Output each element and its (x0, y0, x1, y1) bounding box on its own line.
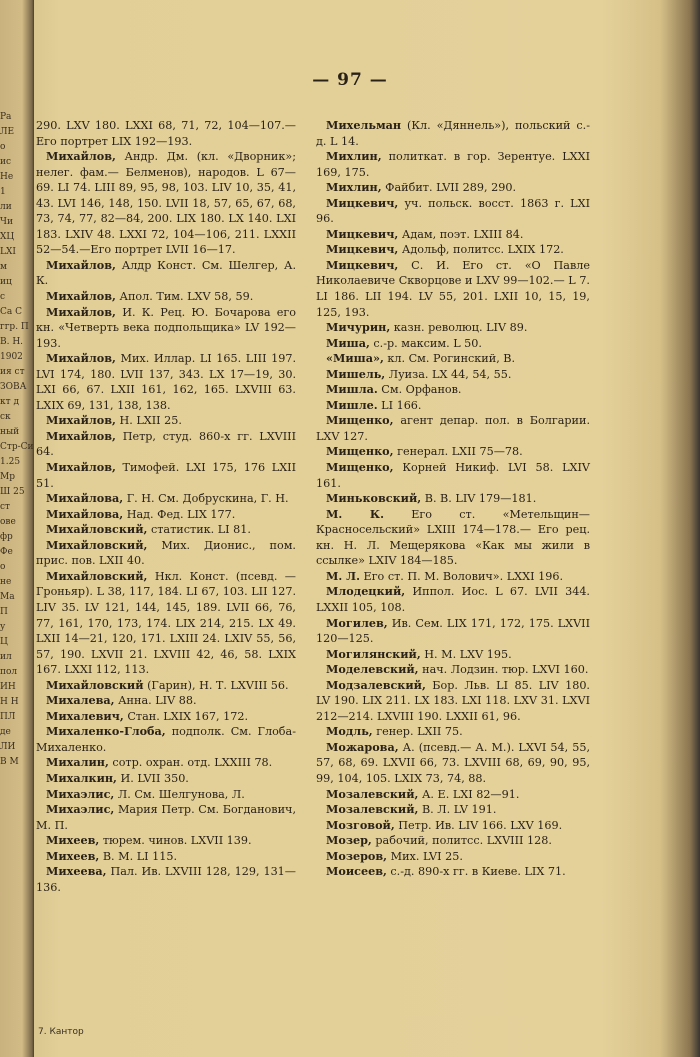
entry-references: Апол. Тим. LXV 58, 59. (115, 290, 254, 304)
adjacent-page-fragment: м (0, 262, 8, 272)
entry-references: нач. Лодзин. тюр. LXVI 160. (418, 663, 589, 677)
index-entry (36, 724, 296, 755)
entry-headword: Михеева, (46, 864, 107, 879)
entry-references: Адольф, политсс. LXIX 172. (398, 243, 564, 257)
entry-headword: Михалин, (46, 755, 109, 770)
entry-headword: Мишле. (326, 397, 378, 412)
adjacent-page-fragment: ия ст (0, 367, 25, 377)
entry-headword: Михайлов, (46, 304, 116, 319)
index-entry (316, 647, 590, 663)
entry-headword: Михайлова, (46, 491, 124, 506)
adjacent-page-fragment: у (0, 622, 6, 632)
entry-headword: Моисеев, (326, 864, 387, 879)
entry-references: Ив. Сем. LIX 171, 172, 175. LXVII 120—125. (316, 616, 590, 646)
entry-references: (Кл. «Дяннель»), польский с.-д. L 14. (316, 119, 590, 148)
entry-headword: Мишла. (326, 382, 378, 397)
entry-references: А. Е. LXI 82—91. (418, 787, 520, 801)
index-entry (36, 460, 296, 491)
entry-headword: М. Л. (326, 568, 360, 583)
index-entry (316, 320, 590, 336)
entry-headword: Миша, (326, 335, 370, 350)
adjacent-page-fragment: ЗОВА (0, 382, 27, 392)
index-entry (36, 258, 296, 289)
index-entry (316, 569, 590, 585)
entry-headword: Михалева, (46, 693, 115, 708)
adjacent-page-fragment: ХЦ (0, 232, 15, 242)
index-entry (316, 818, 590, 834)
entry-references: LI 166. (377, 398, 422, 412)
adjacent-page-fragment: Не (0, 172, 14, 182)
adjacent-page-fragment: 1.25 (0, 457, 21, 467)
entry-headword: Михайлов, (46, 351, 116, 366)
index-entry (316, 149, 590, 180)
entry-headword: Мозалевский, (326, 802, 419, 817)
entry-references: агент депар. пол. в Болгарии. LXV 127. (316, 414, 590, 443)
entry-headword: Модль, (326, 724, 373, 739)
entry-headword: Михлин, (326, 180, 382, 195)
entry-references: В. В. LIV 179—181. (421, 492, 537, 506)
entry-references: А. (псевд.— А. М.). LXVI 54, 55, 57, 68, 69. LXVII 66, 73. LXVIII 68, 69, 90, 95, 99, 104, 105. LXIX 73, 74, 88. (316, 740, 590, 785)
adjacent-page-fragment: иц (0, 277, 12, 287)
entry-headword: Михайловский, (46, 522, 148, 537)
entry-headword: Михайлов, (46, 413, 116, 428)
entry-references: генер. LXII 75. (372, 725, 463, 739)
entry-references: Тимофей. LXI 175, 176 LXII 51. (36, 461, 296, 490)
entry-references: тюрем. чинов. LXVII 139. (99, 834, 252, 848)
adjacent-page-fragment: ИН (0, 682, 16, 692)
entry-references: Анна. LIV 88. (114, 694, 197, 708)
entry-references: Петр. Ив. LIV 166. LXV 169. (394, 818, 563, 832)
index-entry (36, 569, 296, 678)
index-entry (316, 258, 590, 320)
entry-references: (Гарин), Н. Т. LXVIII 56. (143, 678, 289, 692)
entry-headword: Михлин, (326, 149, 382, 164)
index-entry (36, 864, 296, 895)
entry-headword: Могилев, (326, 615, 388, 630)
index-entry (36, 118, 296, 149)
index-column-right (316, 118, 590, 880)
entry-references: Стан. LXIX 167, 172. (123, 709, 249, 723)
entry-headword: Мичурин, (326, 320, 391, 335)
adjacent-page-fragment: Н Н (0, 697, 19, 707)
adjacent-page-fragment: фр (0, 532, 13, 542)
adjacent-page-fragment: ггр. П (0, 322, 29, 332)
adjacent-page-fragment: 1 (0, 187, 6, 197)
index-entry (36, 755, 296, 771)
adjacent-page-fragment: не (0, 577, 12, 587)
entry-headword: Мицкевич, (326, 242, 399, 257)
index-entry (316, 507, 590, 569)
index-entry (316, 180, 590, 196)
index-entry (316, 849, 590, 865)
entry-headword: Млодецкий, (326, 584, 406, 599)
entry-headword: Мозалевский, (326, 786, 419, 801)
index-entry (36, 491, 296, 507)
entry-references: кл. См. Рогинский, В. (383, 352, 516, 366)
entry-references: Файбит. LVII 289, 290. (381, 181, 517, 195)
index-entry (36, 693, 296, 709)
entry-references: И. К. Рец. Ю. Бочарова его кн. «Четверть века подпольщика» LV 192—193. (36, 305, 296, 350)
index-entry (316, 584, 590, 615)
index-entry (316, 336, 590, 352)
entry-headword: Михалкин, (46, 770, 117, 785)
adjacent-page-fragment: ск (0, 412, 11, 422)
entry-headword: Михайлов, (46, 289, 116, 304)
entry-references: политкат. в гор. Зерентуе. LXXI 169, 175. (316, 150, 590, 179)
entry-headword: Мицкевич, (326, 257, 399, 272)
entry-references: Пал. Ив. LXVIII 128, 129, 131—136. (36, 865, 296, 894)
index-entry (36, 351, 296, 413)
index-entry (316, 382, 590, 398)
index-entry (316, 802, 590, 818)
adjacent-page-fragment: LXI (0, 247, 16, 257)
entry-references: уч. польск. восст. 1863 г. LXI 96. (316, 196, 590, 226)
adjacent-page-fragment: В. Н. (0, 337, 24, 347)
index-entry (36, 522, 296, 538)
adjacent-page-fragment: П (0, 607, 8, 617)
adjacent-page-fragment: ст (0, 502, 11, 512)
entry-headword: Михайлов, (46, 428, 116, 443)
entry-references: подполк. См. Глоба-Михаленко. (36, 725, 296, 754)
entry-headword: Миньковский, (326, 491, 422, 506)
entry-headword: Мицкевич, (326, 195, 399, 210)
index-entry (36, 849, 296, 865)
entry-references: сотр. охран. отд. LXXIII 78. (108, 756, 273, 770)
entry-headword: Михайловский (46, 677, 144, 692)
entry-references: рабочий, политсс. LXVIII 128. (371, 834, 552, 848)
adjacent-page-fragment: Чи (0, 217, 13, 227)
adjacent-page-fragment: ЛЕ (0, 127, 15, 137)
entry-references: Н. М. LXV 195. (420, 647, 512, 661)
entry-headword: Мозер, (326, 833, 372, 848)
index-entry (316, 413, 590, 444)
entry-headword: Модзалевский, (326, 677, 426, 692)
adjacent-page-text (0, 110, 34, 770)
entry-references: Бор. Льв. LI 85. LIV 180. LV 190. LIX 211. LX 183. LXI 118. LXV 31. LXVI 212—214. LXVIII 190. LXXII 61, 96. (316, 678, 590, 723)
index-entry (36, 771, 296, 787)
adjacent-page-fragment: пол (0, 667, 18, 677)
index-entry (316, 740, 590, 787)
index-entry (316, 227, 590, 243)
adjacent-page-fragment: Ра (0, 112, 12, 122)
index-entry (36, 538, 296, 569)
entry-references: В. М. LI 115. (99, 849, 178, 863)
entry-references: Алдр Конст. См. Шелгер, А. К. (36, 258, 296, 288)
page-number: — 97 — (312, 70, 388, 90)
index-entry (36, 802, 296, 833)
entry-headword: Михеев, (46, 833, 100, 848)
adjacent-page-fragment: ли (0, 202, 12, 212)
index-entry (316, 616, 590, 647)
entry-references: В. Л. LV 191. (418, 803, 497, 817)
index-entry (36, 709, 296, 725)
adjacent-page-fragment: ЛИ (0, 742, 16, 752)
index-entry (316, 833, 590, 849)
entry-headword: Мицкевич, (326, 226, 399, 241)
adjacent-page-edge (0, 0, 34, 1057)
adjacent-page-fragment: Ш 25 (0, 487, 25, 497)
entry-headword: Мозеров, (326, 848, 388, 863)
entry-references: статистик. LI 81. (147, 523, 251, 537)
entry-references: Н. LXII 25. (115, 414, 182, 428)
entry-references: казн. революц. LIV 89. (390, 321, 528, 335)
adjacent-page-fragment: Ц (0, 637, 8, 647)
entry-references: Иппол. Иос. L 67. LVII 344. LXXII 105, 108. (316, 585, 590, 614)
index-entry (316, 242, 590, 258)
index-entry (36, 149, 296, 258)
index-entry (316, 351, 590, 367)
entry-references: Луиза. LX 44, 54, 55. (385, 367, 512, 381)
entry-headword: Мишель, (326, 366, 386, 381)
index-entry (316, 491, 590, 507)
entry-headword: М. К. (326, 506, 384, 521)
adjacent-page-fragment: ове (0, 517, 16, 527)
index-entry (316, 367, 590, 383)
entry-headword: Михайлов, (46, 149, 116, 164)
adjacent-page-fragment: Ма (0, 592, 15, 602)
entry-references: с.-р. максим. L 50. (369, 336, 482, 350)
entry-headword: Могилянский, (326, 646, 421, 661)
entry-headword: Михеев, (46, 848, 100, 863)
entry-headword: Михалевич, (46, 708, 124, 723)
page-footer-signature: 7. Кантор (38, 1027, 84, 1037)
index-entry (36, 833, 296, 849)
entry-references: Мих. Иллар. LI 165. LIII 197. LVI 174, 180. LVII 137, 343. LX 17—19, 30. LXI 66, 67. LXII 161, 162, 165. LXVIII 63. LXIX 69, 131, 138, 138. (36, 352, 296, 412)
entry-references: Корней Никиф. LVI 58. LXIV 161. (316, 461, 590, 490)
index-entry (36, 305, 296, 352)
adjacent-page-fragment: ПЛ (0, 712, 16, 722)
adjacent-page-fragment: В М (0, 757, 19, 767)
index-entry (36, 413, 296, 429)
index-entry (316, 196, 590, 227)
adjacent-page-fragment: ил (0, 652, 12, 662)
entry-references: С. И. Его ст. «О Павле Николаевиче Скворцове и LXV 99—102.— L 7. LI 186. LII 194. LV 55, 201. LXII 10, 15, 19, 125, 193. (316, 258, 590, 319)
entry-headword: Михаленко-Глоба, (46, 724, 166, 739)
entry-headword: Мищенко, (326, 444, 394, 459)
entry-headword: Михайлов, (46, 257, 116, 272)
index-column-left (36, 118, 296, 895)
index-entry (316, 787, 590, 803)
entry-headword: Михайловский, (46, 537, 148, 552)
entry-headword: Михайловский, (46, 568, 148, 583)
entry-references: 290. LXV 180. LXXI 68, 71, 72, 104—107.—Его портрет LIX 192—193. (36, 119, 296, 148)
index-entry (316, 662, 590, 678)
entry-headword: Михаэлис, (46, 802, 115, 817)
adjacent-page-fragment: ный (0, 427, 20, 437)
index-entry (36, 429, 296, 460)
entry-references: Л. См. Шелгунова, Л. (114, 787, 245, 801)
entry-headword: «Миша», (326, 351, 384, 366)
entry-references: См. Орфанов. (377, 383, 462, 397)
entry-references: Г. Н. См. Добрускина, Г. Н. (123, 492, 289, 506)
entry-headword: Мозговой, (326, 817, 395, 832)
adjacent-page-fragment: Стр-Си (0, 442, 34, 452)
entry-headword: Михайлов, (46, 460, 116, 475)
index-entry (36, 507, 296, 523)
index-entry (36, 289, 296, 305)
entry-references: Адам, поэт. LXIII 84. (398, 227, 524, 241)
index-entry (36, 787, 296, 803)
adjacent-page-fragment: о (0, 142, 6, 152)
adjacent-page-fragment: кт д (0, 397, 20, 407)
entry-headword: Мищенко, (326, 413, 394, 428)
index-entry (316, 444, 590, 460)
entry-references: генерал. LXII 75—78. (393, 445, 523, 459)
entry-references: Над. Фед. LIX 177. (123, 507, 236, 521)
entry-references: Петр, студ. 860-х гг. LXVIII 64. (36, 429, 296, 459)
entry-references: И. LVII 350. (116, 771, 189, 785)
index-entry (316, 678, 590, 725)
entry-headword: Михельман (326, 118, 402, 132)
index-entry (316, 864, 590, 880)
entry-headword: Мищенко, (326, 460, 394, 475)
entry-references: Мих. Дионис., пом. прис. пов. LXII 40. (36, 538, 296, 568)
index-entry (316, 118, 590, 149)
entry-references: с.-д. 890-х гг. в Киеве. LIX 71. (386, 865, 566, 879)
entry-references: Его ст. П. М. Волович». LXXI 196. (359, 569, 563, 583)
index-entry (316, 724, 590, 740)
adjacent-page-fragment: ис (0, 157, 12, 167)
index-entry (316, 460, 590, 491)
entry-references: Мих. LVI 25. (387, 849, 463, 863)
entry-references: Нкл. Конст. (псевд. — Гроньяр). L 38, 117, 184. LI 67, 103. LII 127. LIV 35. LV 121, 144, 145, 189. LVII 66, 76, 77, 161, 170, 173, 174. LIX 214, 215. LX 49. LXII 14—21, 120, 171. LXIII 24. LXIV 55, 56, 57, 190. LXVII 21. LXVIII 42, 46, 58. LXIX 167. LXXI 112, 113. (36, 569, 296, 677)
adjacent-page-fragment: Мр (0, 472, 15, 482)
index-entry (316, 398, 590, 414)
index-entry (36, 678, 296, 694)
adjacent-page-fragment: 1902 (0, 352, 23, 362)
entry-references: Его ст. «Метельщин—Красносельский» LXIII 174—178.— Его рец. кн. Н. Л. Мещерякова «Как мы жили в ссылке» LXIV 184—185. (316, 507, 590, 568)
entry-references: Андр. Дм. (кл. «Дворник»; нелег. фам.— Белменов), народов. L 67—69. LI 74. LIII 89, 95, 98, 103. LIV 10, 35, 41, 43. LVI 146, 148, 150. LVII 18, 57, 65, 67, 68, 73, 74, 77, 82—84, 200. LIX 180. LX 140. LXI 183. LXIV 48. LXXI 72, 104—106, 211. LXXII 52—54.—Его портрет LVII 16—17. (36, 150, 296, 257)
adjacent-page-fragment: о (0, 562, 6, 572)
entry-headword: Михайлова, (46, 506, 124, 521)
entry-headword: Можарова, (326, 739, 399, 754)
adjacent-page-fragment: с (0, 292, 6, 302)
entry-headword: Михаэлис, (46, 786, 115, 801)
adjacent-page-fragment: Фе (0, 547, 13, 557)
adjacent-page-fragment: де (0, 727, 11, 737)
adjacent-page-fragment: Са С (0, 307, 22, 317)
entry-references: Мария Петр. См. Богданович, М. П. (36, 803, 296, 832)
entry-headword: Моделевский, (326, 662, 419, 677)
